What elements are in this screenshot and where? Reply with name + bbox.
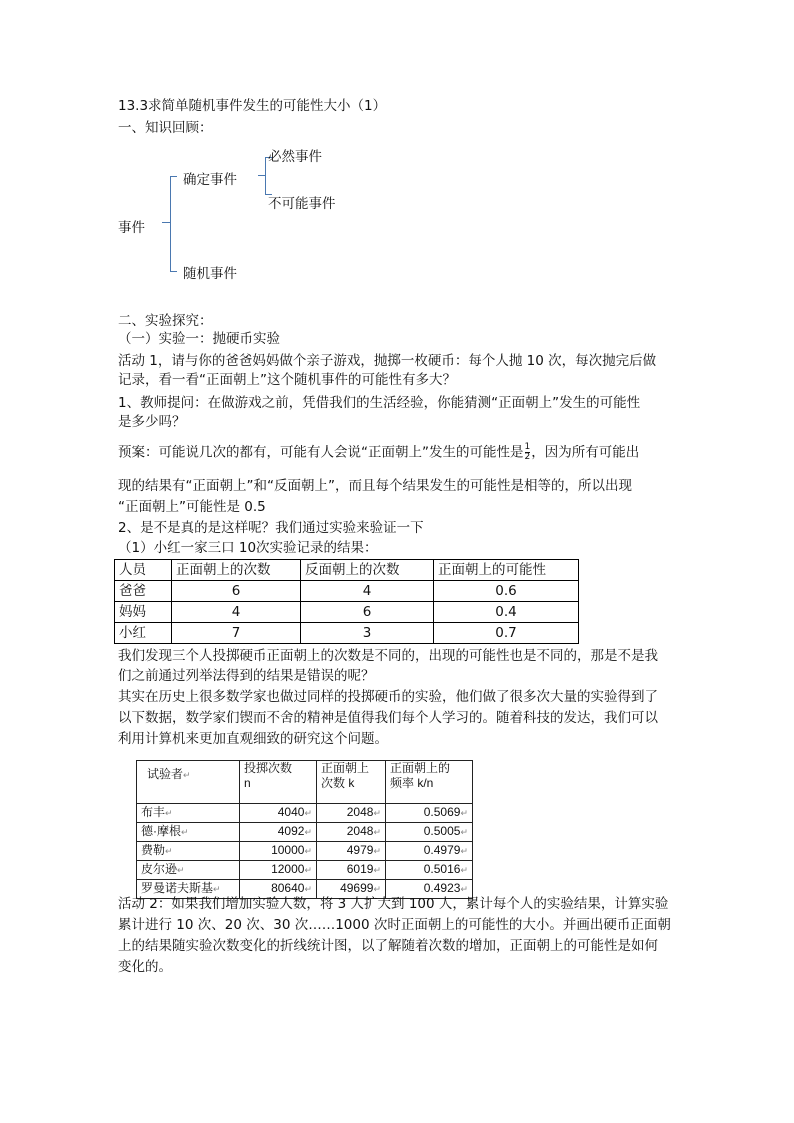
table-cell: 0.7 [434, 623, 579, 644]
historical-coin-toss-table [136, 760, 473, 899]
table-row [137, 861, 473, 880]
table-cell: 0.4 [434, 602, 579, 623]
tree-certain-group: 确定事件 [183, 172, 237, 188]
table-header-cell: 人员 [115, 560, 172, 581]
prediction-text-3: “正面朝上”可能性是 0.5 [118, 499, 266, 515]
table-cell: 12000↵ [240, 861, 317, 880]
tree-root-event: 事件 [118, 220, 145, 236]
table-cell: 妈妈 [115, 602, 172, 623]
table-cell: 6 [172, 581, 301, 602]
question-one-text-2: 是多少吗？ [118, 414, 186, 430]
table-row [137, 823, 473, 842]
table-cell: 7 [172, 623, 301, 644]
tree-bracket-main-tick [162, 222, 170, 223]
table-row [115, 623, 579, 644]
experiment-one-heading: （一）实验一：抛硬币实验 [118, 331, 280, 347]
table-cell: 4 [172, 602, 301, 623]
table-cell: 4092↵ [240, 823, 317, 842]
activity-two-line-4: 变化的。 [118, 959, 172, 975]
table-cell: 爸爸 [115, 581, 172, 602]
section-heading-review: 一、知识回顾： [118, 120, 213, 136]
table-cell: 小红 [115, 623, 172, 644]
tree-random-event: 随机事件 [183, 266, 237, 282]
paragraph-two-line-1: 其实在历史上很多数学家也做过同样的投掷硬币的实验，他们做了很多次大量的实验得到了 [118, 689, 658, 705]
question-two-subheading: （1）小红一家三口 10次实验记录的结果： [118, 540, 378, 556]
table-header-cell: 正面朝上的 频率 k/n [386, 761, 473, 804]
table-cell: 布丰↵ [137, 804, 240, 823]
table-cell: 10000↵ [240, 842, 317, 861]
fraction-one-half [525, 443, 531, 462]
tree-bracket-certain-tick [258, 175, 266, 176]
table-cell: 2048↵ [317, 823, 386, 842]
table-cell: 6019↵ [317, 861, 386, 880]
family-results-table [114, 559, 579, 644]
table-cell: 德·摩根↵ [137, 823, 240, 842]
table-cell: 费勒↵ [137, 842, 240, 861]
table-cell: 0.4923↵ [386, 880, 473, 899]
table-row [115, 581, 579, 602]
table-cell: 2048↵ [317, 804, 386, 823]
table-cell: 0.4979↵ [386, 842, 473, 861]
table-cell: 80640↵ [240, 880, 317, 899]
tree-bracket-main [170, 176, 177, 272]
table-header-row [137, 761, 473, 804]
table-cell: 4 [301, 581, 434, 602]
table-cell: 0.5005↵ [386, 823, 473, 842]
table-cell: 49699↵ [317, 880, 386, 899]
activity-one-text-2: 记录，看一看“正面朝上”这个随机事件的可能性有多大？ [118, 372, 456, 388]
prediction-text-1 [118, 443, 639, 462]
table-cell: 0.5016↵ [386, 861, 473, 880]
fraction-denominator: 2 [524, 452, 531, 462]
activity-two-line-1: 活动 2：如果我们增加实验人数，将 3 人扩大到 100 人，累计每个人的实验结果，计算实验 [118, 896, 669, 912]
table-cell: 6 [301, 602, 434, 623]
activity-two-line-3: 上的结果随实验次数变化的折线统计图，以了解随着次数的增加，正面朝上的可能性是如何 [118, 938, 658, 954]
table-header-cell: 正面朝上 次数 k [317, 761, 386, 804]
table-header-cell: 投掷次数 n [240, 761, 317, 804]
section-heading-experiment: 二、实验探究： [118, 313, 213, 329]
table-cell: 0.6 [434, 581, 579, 602]
paragraph-one-line-2: 们之前通过列举法得到的结果是错误的呢？ [118, 668, 375, 684]
fraction-numerator: 1 [524, 442, 531, 452]
table-row [137, 842, 473, 861]
page-title: 13.3求简单随机事件发生的可能性大小（1） [118, 98, 387, 114]
paragraph-two-line-3: 利用计算机来更加直观细致的研究这个问题。 [118, 731, 388, 747]
table-cell: 4040↵ [240, 804, 317, 823]
table-header-row [115, 560, 579, 581]
paragraph-one-line-1: 我们发现三个人投掷硬币正面朝上的次数是不同的，出现的可能性也是不同的，那是不是我 [118, 648, 658, 664]
paragraph-two-line-2: 以下数据，数学家们锲而不舍的精神是值得我们每个人学习的。随着科技的发达，我们可以 [118, 710, 658, 726]
table-cell: 3 [301, 623, 434, 644]
table-row [137, 804, 473, 823]
activity-one-text-1: 活动 1，请与你的爸爸妈妈做个亲子游戏，抛掷一枚硬币：每个人抛 10 次，每次抛完后做 [118, 353, 657, 369]
table-header-cell: 试验者↵ [137, 761, 240, 804]
table-row [115, 602, 579, 623]
prediction-text-2: 现的结果有“正面朝上”和“反面朝上”，而且每个结果发生的可能性是相等的，所以出现 [118, 478, 632, 494]
table-cell: 罗曼诺夫斯基↵ [137, 880, 240, 899]
tree-impossible-event: 不可能事件 [268, 196, 336, 212]
table-header-cell: 正面朝上的次数 [172, 560, 301, 581]
table-cell: 皮尔逊↵ [137, 861, 240, 880]
activity-two-line-2: 累计进行 10 次、20 次、30 次……1000 次时正面朝上的可能性的大小。并画出硬币正面朝 [118, 917, 671, 933]
prediction-text-1b: ，因为所有可能出 [531, 444, 640, 461]
question-two-text: 2、是不是真的是这样呢？我们通过实验来验证一下 [118, 520, 424, 536]
table-header-cell: 正面朝上的可能性 [434, 560, 579, 581]
table-cell: 4979↵ [317, 842, 386, 861]
question-one-text-1: 1、教师提问：在做游戏之前，凭借我们的生活经验，你能猜测“正面朝上”发生的可能性 [118, 395, 641, 411]
table-cell: 0.5069↵ [386, 804, 473, 823]
prediction-text-1a: 预案：可能说几次的都有，可能有人会说“正面朝上”发生的可能性是 [118, 444, 524, 461]
tree-certain-event: 必然事件 [268, 149, 322, 165]
table-header-cell: 反面朝上的次数 [301, 560, 434, 581]
